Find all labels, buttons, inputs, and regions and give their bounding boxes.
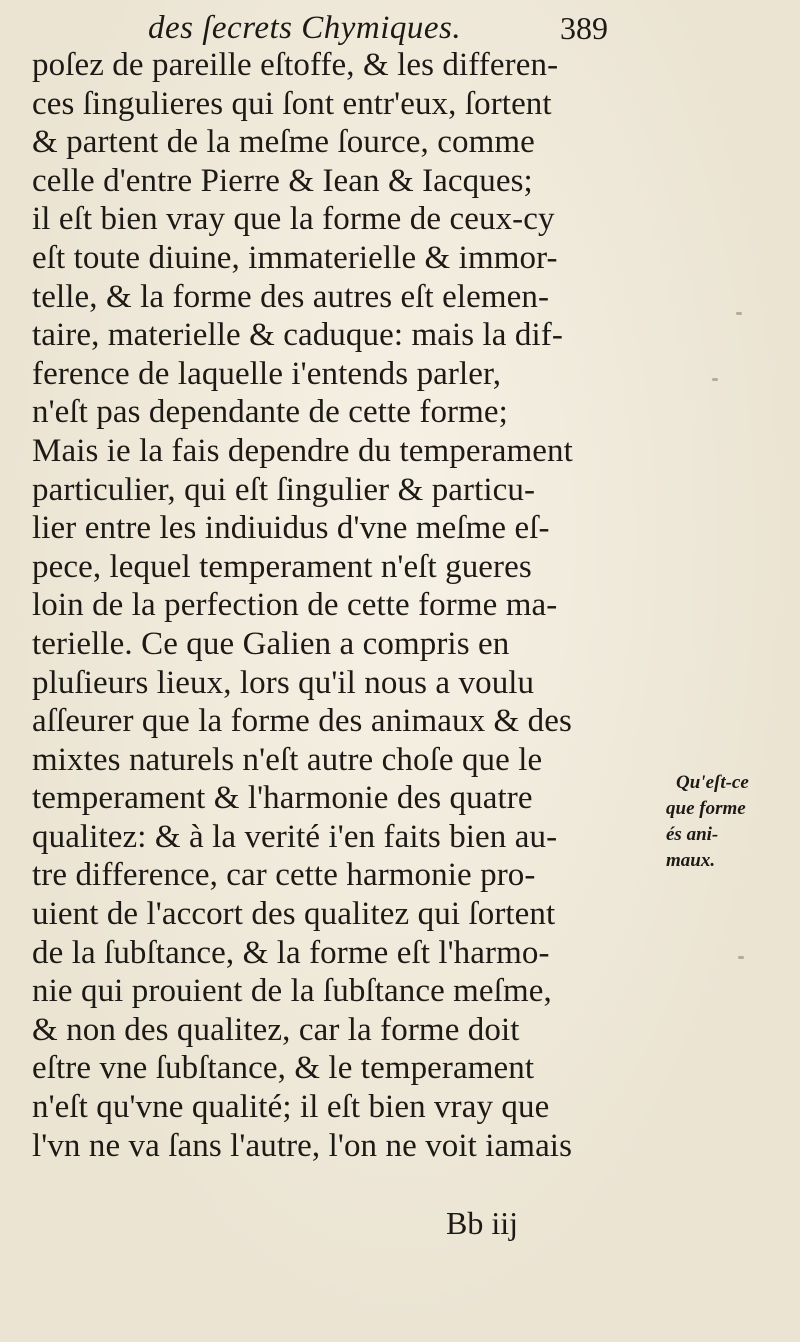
running-title: des ſecrets Chymiques. bbox=[148, 10, 462, 46]
ink-fleck bbox=[738, 956, 744, 959]
text-line: & non des qualitez, car la forme doit bbox=[32, 1011, 520, 1048]
text-line: poſez de pareille eſtoffe, & les differen- bbox=[32, 47, 559, 83]
text-line: loin de la perfection de cette forme ma- bbox=[32, 587, 558, 624]
text-line: n'eſt qu'vne qualité; il eſt bien vray que bbox=[32, 1089, 550, 1126]
text-line: terielle. Ce que Galien a compris en bbox=[32, 625, 510, 662]
text-line: uient de l'accort des qualitez qui ſortent bbox=[32, 896, 556, 933]
text-line: tre difference, car cette harmonie pro- bbox=[32, 857, 536, 894]
text-line: eſtre vne ſubſtance, & le temperament bbox=[32, 1050, 535, 1087]
text-line: lier entre les indiuidus d'vne meſme eſ- bbox=[32, 510, 550, 547]
signature-mark: Bb iij bbox=[446, 1205, 519, 1241]
page-number: 389 bbox=[560, 10, 608, 46]
text-line: pece, lequel temperament n'eſt gueres bbox=[32, 548, 532, 585]
text-line: particulier, qui eſt ſingulier & particu- bbox=[32, 471, 536, 508]
text-line: mixtes naturels n'eſt autre choſe que le bbox=[32, 741, 543, 778]
margin-note-line: que forme bbox=[666, 798, 746, 819]
text-line: de la ſubſtance, & la forme eſt l'harmo- bbox=[32, 934, 550, 971]
text-line: eſt toute diuine, immaterielle & immor- bbox=[32, 239, 558, 276]
text-line: & partent de la meſme ſource, comme bbox=[32, 124, 535, 161]
margin-note-line: Qu'eſt-ce bbox=[676, 772, 749, 793]
text-line: ces ſingulieres qui ſont entr'eux, ſortent bbox=[32, 85, 552, 122]
margin-note bbox=[666, 770, 794, 874]
text-line: l'vn ne va ſans l'autre, l'on ne voit iamais bbox=[32, 1127, 573, 1164]
text-line: ference de laquelle i'entends parler, bbox=[32, 355, 502, 392]
text-line: pluſieurs lieux, lors qu'il nous a voulu bbox=[32, 664, 535, 701]
text-line: taire, materielle & caduque: mais la dif- bbox=[32, 317, 563, 354]
margin-note-line: és ani- bbox=[666, 824, 719, 845]
text-line: nie qui prouient de la ſubſtance meſme, bbox=[32, 973, 552, 1010]
body-text bbox=[32, 46, 652, 1165]
text-line: celle d'entre Pierre & Iean & Iacques; bbox=[32, 162, 533, 199]
text-line: n'eſt pas dependante de cette forme; bbox=[32, 394, 508, 431]
running-head bbox=[148, 6, 608, 46]
text-line: il eſt bien vray que la forme de ceux-cy bbox=[32, 201, 555, 238]
text-line: telle, & la forme des autres eſt elemen- bbox=[32, 278, 550, 315]
text-line: aſſeurer que la forme des animaux & des bbox=[32, 703, 572, 740]
text-line: Mais ie la fais dependre du temperament bbox=[32, 432, 573, 469]
ink-fleck bbox=[736, 312, 742, 315]
ink-fleck bbox=[712, 378, 718, 381]
text-line: qualitez: & à la verité i'en faits bien au- bbox=[32, 818, 558, 855]
text-line: temperament & l'harmonie des quatre bbox=[32, 780, 533, 817]
margin-note-line: maux. bbox=[666, 850, 716, 871]
